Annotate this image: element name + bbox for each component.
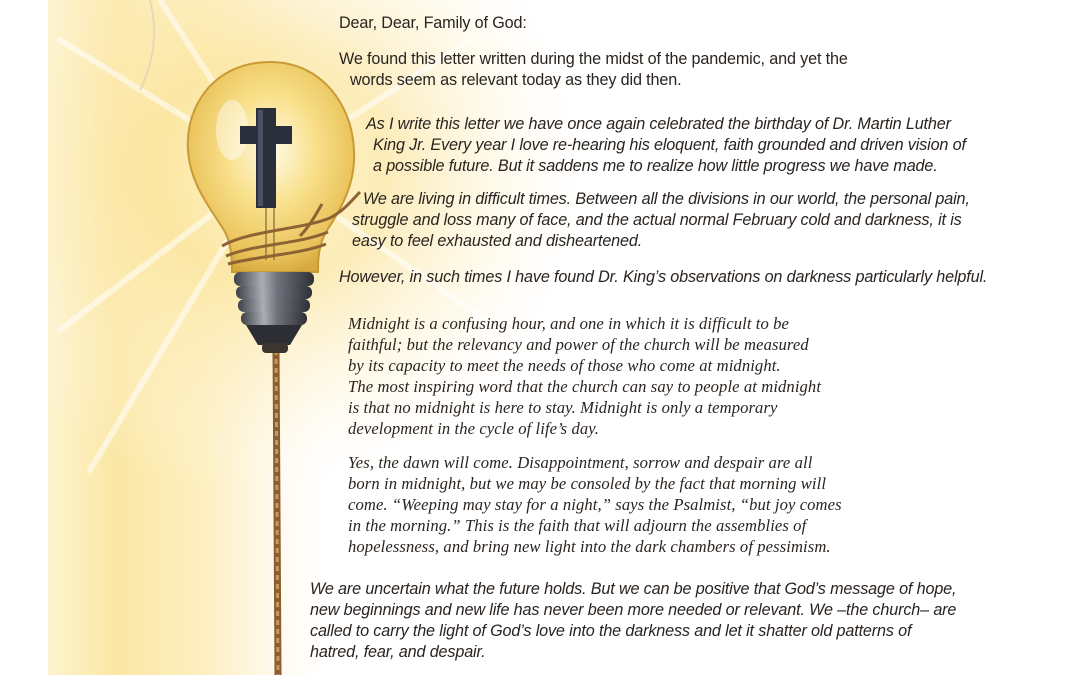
- letter-paragraph-3: However, in such times I have found Dr. King’s observations on darkness particularly helpful.: [339, 268, 988, 286]
- letter-paragraph-1: As I write this letter we have once again celebrated the birthday of Dr. Martin Luther King Jr. Every year I love re-hearing his eloquent, faith grounded and driven vision of a possible future. But it saddens me to realize how little progress we have made.: [366, 115, 966, 175]
- page-margin: [0, 0, 48, 675]
- rope-icon: [276, 350, 278, 675]
- king-quote-1: Midnight is a confusing hour, and one in which it is difficult to be faithful; but the relevancy and power of the church will be measured by its capacity to meet the needs of those who come at midnight. The most inspiring word that the church can say to people at midnight is that no midnight is here to stay. Midnight is only a temporary development in the cycle of life’s day.: [348, 314, 822, 438]
- salutation: Dear, Dear, Family of God:: [339, 14, 527, 32]
- closing-paragraph: We are uncertain what the future holds. But we can be positive that God’s message of hope, new beginnings and new life has never been more needed or relevant. We –the church– are called to carry the light of God’s love into the darkness and let it shatter old patterns of hatred, fear, and despair.: [310, 580, 957, 661]
- letter-paragraph-2: We are living in difficult times. Between all the divisions in our world, the personal pain, struggle and loss many of face, and the actual normal February cold and darkness, it is easy to feel exhausted and disheartened.: [352, 190, 970, 250]
- intro-paragraph: We found this letter written during the midst of the pandemic, and yet the words seem as relevant today as they did then.: [339, 50, 848, 89]
- king-quote-2: Yes, the dawn will come. Disappointment, sorrow and despair are all born in midnight, but we may be consoled by the fact that morning will come. “Weeping may stay for a night,” says the Psalmist, “but joy comes in the morning.” This is the faith that will adjourn the assemblies of hopelessness, and bring new light into the dark chambers of pessimism.: [348, 453, 842, 556]
